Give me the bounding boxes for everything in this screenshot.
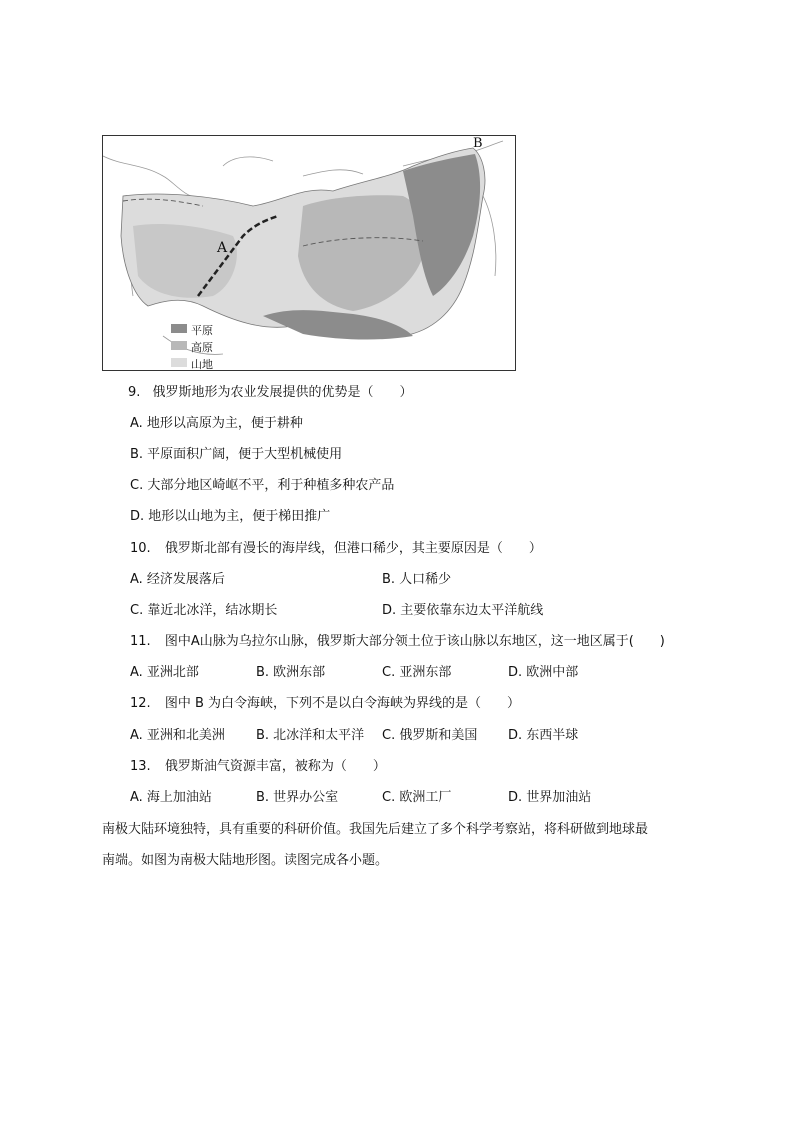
q10-option-d: D. 主要依靠东边太平洋航线 [382,603,544,618]
map-graphic [103,136,515,370]
q13-option-d: D. 世界加油站 [508,790,592,805]
question-11-stem [130,633,665,651]
map-label-b: B [473,136,483,151]
q10-option-c: C. 靠近北冰洋，结冰期长 [130,603,278,618]
question-number: 13. [130,759,151,774]
q10-option-b: B. 人口稀少 [382,572,452,587]
q12-option-c: C. 俄罗斯和美国 [382,728,478,743]
map-label-a: A [217,240,228,256]
intro-paragraph-line-2: 南端。如图为南极大陆地形图。读图完成各小题。 [102,853,389,868]
q12-option-b: B. 北冰洋和太平洋 [256,728,365,743]
question-text: 俄罗斯油气资源丰富，被称为（ ） [164,759,386,774]
question-text: 俄罗斯北部有漫长的海岸线，但港口稀少，其主要原因是（ ） [164,541,542,556]
q9-option-b: B. 平原面积广阔，便于大型机械使用 [130,447,343,462]
legend-mountain-label: 山地 [191,358,213,371]
q12-option-a: A. 亚洲和北美洲 [130,728,225,743]
q9-option-d: D. 地形以山地为主，便于梯田推广 [130,509,331,524]
q13-option-a: A. 海上加油站 [130,790,212,805]
legend-plain-label: 平原 [191,324,213,337]
q9-option-c: C. 大部分地区崎岖不平，利于种植多种农产品 [130,478,395,493]
question-10-stem [130,540,542,558]
question-number: 10. [130,541,151,556]
q11-option-a: A. 亚洲北部 [130,665,199,680]
question-number: 11. [130,634,151,649]
question-number: 9. [128,385,141,400]
q9-option-a: A. 地形以高原为主，便于耕种 [130,416,303,431]
q10-option-a: A. 经济发展落后 [130,572,225,587]
q11-option-d: D. 欧洲中部 [508,665,579,680]
q11-option-b: B. 欧洲东部 [256,665,326,680]
intro-paragraph-line-1: 南极大陆环境独特，具有重要的科研价值。我国先后建立了多个科学考察站，将科研做到地球最 [102,822,649,837]
legend-plateau-label: 高原 [191,341,213,354]
question-13-stem [130,758,386,776]
q11-option-c: C. 亚洲东部 [382,665,452,680]
question-12-stem [130,695,520,713]
q12-option-d: D. 东西半球 [508,728,579,743]
question-text: 图中 B 为白令海峡，下列不是以白令海峡为界线的是（ ） [164,696,521,711]
q13-option-b: B. 世界办公室 [256,790,339,805]
q13-option-c: C. 欧洲工厂 [382,790,452,805]
question-9-stem [128,384,413,402]
question-text: 图中A山脉为乌拉尔山脉，俄罗斯大部分领土位于该山脉以东地区，这一地区属于( ) [164,634,665,649]
question-number: 12. [130,696,151,711]
russia-terrain-map [102,135,516,371]
question-text: 俄罗斯地形为农业发展提供的优势是（ ） [152,385,413,400]
